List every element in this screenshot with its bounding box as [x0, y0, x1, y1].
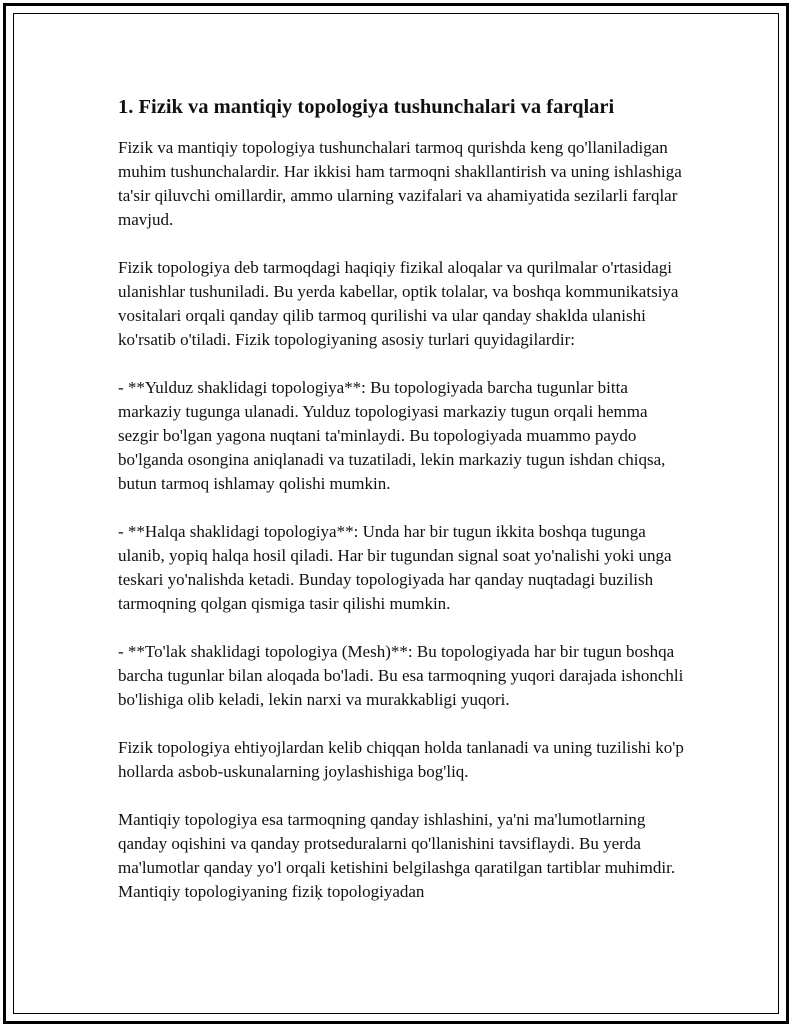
paragraph-intro: Fizik va mantiqiy topologiya tushunchalari tarmoq qurishda keng qo'llaniladigan muhim tushunchalardir. Har ikkisi ham tarmoqni shakllantirish va uning ishlashiga ta'sir qiluvchi omillardir, ammo ularning vazifalari va ahamiyatida sezilarli farqlar mavjud.	[118, 138, 682, 229]
paragraph-physical-selection: Fizik topologiya ehtiyojlardan kelib chiqqan holda tanlanadi va uning tuzilishi ko'p hollarda asbob-uskunalarning joylashishiga bog'liq.	[118, 738, 684, 781]
list-item-ring-topology: - **Halqa shaklidagi topologiya**: Unda har bir tugun ikkita boshqa tugunga ulanib, yopiq halqa hosil qiladi. Har bir tugundan signal soat yo'nalishi yoki unga teskari yo'nalishda ketadi. Bunday topologiyada har qanday nuqtadagi buzilish tarmoqning qolgan qismiga tasir qilishi mumkin.	[118, 522, 672, 613]
list-item-star-topology: - **Yulduz shaklidagi topologiya**: Bu topologiyada barcha tugunlar bitta markaziy tugunga ulanadi. Yulduz topologiyasi markaziy tugun orqali hemma sezgir bo'lgan yagona nuqtani ta'minlaydi. Bu topologiyada muammo paydo bo'lganda osongina aniqlanadi va tuzatiladi, lekin markaziy tugun ishdan chiqsa, butun tarmoq ishlamay qolishi mumkin.	[118, 378, 666, 493]
document-body	[118, 94, 688, 928]
section-heading: 1. Fizik va mantiqiy topologiya tushunchalari va farqlari	[118, 96, 615, 118]
list-item-mesh-topology: - **To'lak shaklidagi topologiya (Mesh)**: Bu topologiyada har bir tugun boshqa barcha tugunlar bilan aloqada bo'ladi. Bu esa tarmoqning yuqori darajada ishonchli bo'lishiga olib keladi, lekin narxi va murakkabligi yuqori.	[118, 642, 684, 709]
paragraph-physical-topology: Fizik topologiya deb tarmoqdagi haqiqiy fizikal aloqalar va qurilmalar o'rtasidagi ulanishlar tushuniladi. Bu yerda kabellar, optik tolalar, va boshqa kommunikatsiya vositalari orqali qanday qilib tarmoq qurilishi va ular qanday shaklda ulanishi ko'rsatib o'tiladi. Fizik topologiyaning asosiy turlari quyidagilardir:	[118, 258, 679, 349]
paragraph-logical-topology: Mantiqiy topologiya esa tarmoqning qanday ishlashini, ya'ni ma'lumotlarning qanday oqishini va qanday protseduralarni qo'llanishini tavsiflaydi. Bu yerda ma'lumotlar qanday yo'l orqali ketishini belgilashga qaratilgan tartiblar muhimdir. Mantiqiy topologiyaning fiziķ topologiyadan	[118, 810, 676, 901]
